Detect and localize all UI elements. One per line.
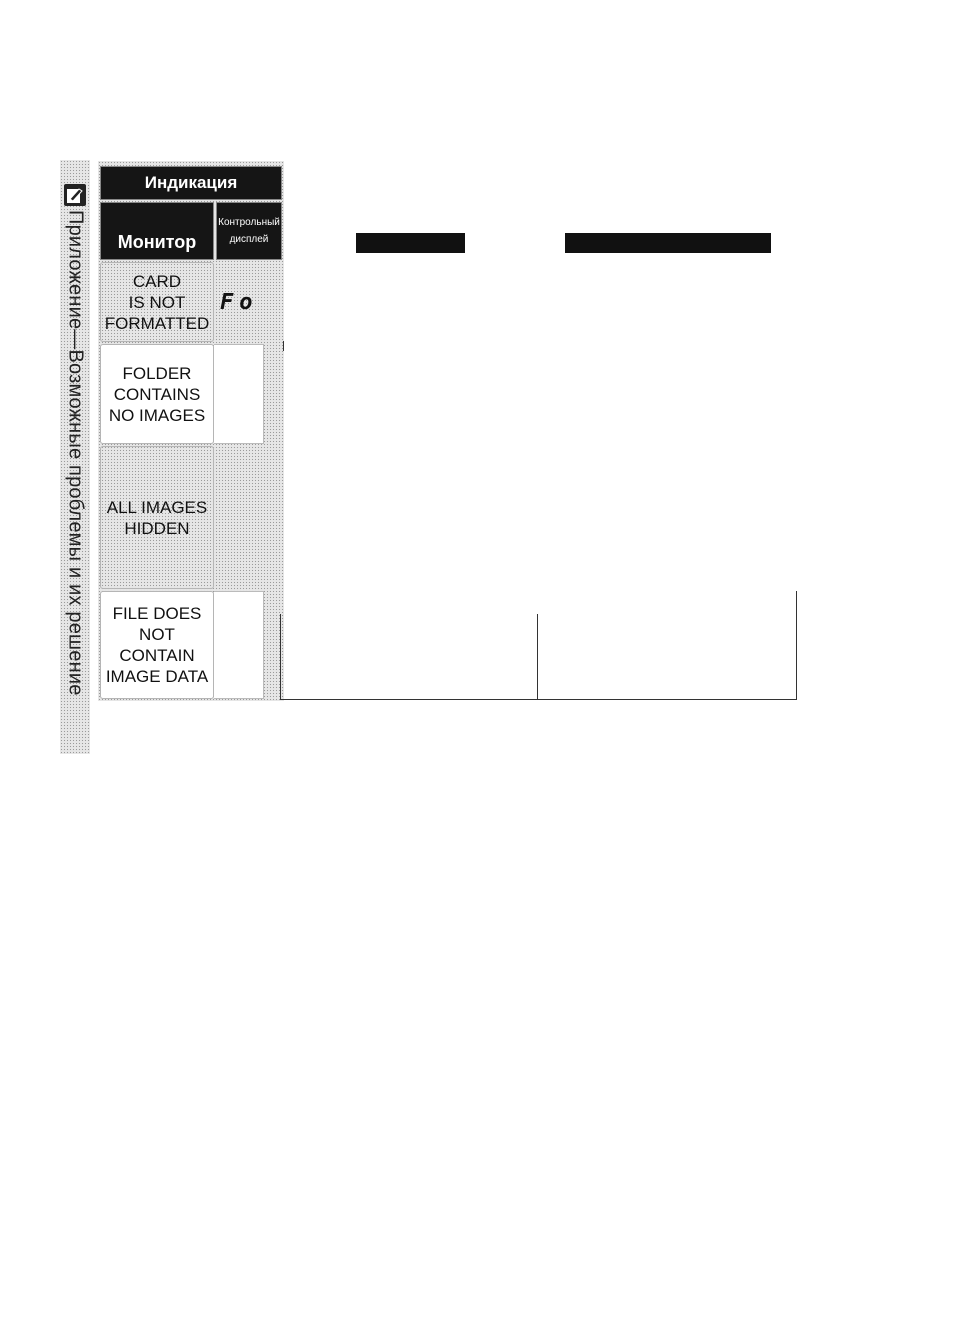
- monitor-text-line: IS NOT: [128, 292, 186, 312]
- monitor-text-line: FOLDER: [122, 363, 192, 383]
- header-control-display-line1: Контрольный: [218, 217, 280, 228]
- table-rule: [796, 591, 797, 700]
- monitor-text-line: CARD: [132, 271, 182, 291]
- row-file-no-image-data-display: [214, 591, 264, 699]
- header-indication: Индикация: [100, 166, 282, 200]
- note-pencil-icon: [64, 184, 86, 206]
- monitor-text-line: FILE DOES: [112, 604, 202, 623]
- error-message-table: [98, 161, 284, 701]
- row-folder-no-images-monitor: [100, 344, 214, 444]
- row-all-images-hidden-display: [214, 446, 264, 589]
- table-rule: [537, 614, 538, 700]
- row-folder-no-images-display: [214, 344, 264, 444]
- row-card-not-formatted-display: Fo: [220, 289, 259, 315]
- redacted-header-bar: [356, 233, 465, 253]
- monitor-text-line: NO IMAGES: [108, 405, 206, 425]
- monitor-text-line: ALL IMAGES: [106, 497, 208, 517]
- header-control-display: [216, 202, 282, 260]
- table-rule: [280, 699, 797, 700]
- redacted-header-bar: [565, 233, 771, 253]
- row-all-images-hidden-monitor: [100, 446, 214, 589]
- side-tab: [60, 160, 90, 754]
- monitor-text-line: FORMATTED: [104, 313, 210, 333]
- row-card-not-formatted-monitor: [100, 262, 214, 342]
- monitor-text-line: HIDDEN: [124, 518, 190, 538]
- row-file-no-image-data-monitor: [100, 591, 214, 699]
- table-rule: [280, 614, 281, 700]
- monitor-text-line: NOT: [139, 625, 175, 644]
- side-tab-title: Приложение—Возможные проблемы и их решение: [64, 210, 87, 696]
- table-rule: [283, 341, 284, 351]
- monitor-text-line: CONTAINS: [113, 384, 201, 404]
- header-control-display-line2: дисплей: [229, 234, 269, 245]
- monitor-text-line: IMAGE DATA: [105, 667, 209, 686]
- monitor-text-line: CONTAIN: [119, 646, 195, 665]
- header-monitor: Монитор: [100, 202, 214, 260]
